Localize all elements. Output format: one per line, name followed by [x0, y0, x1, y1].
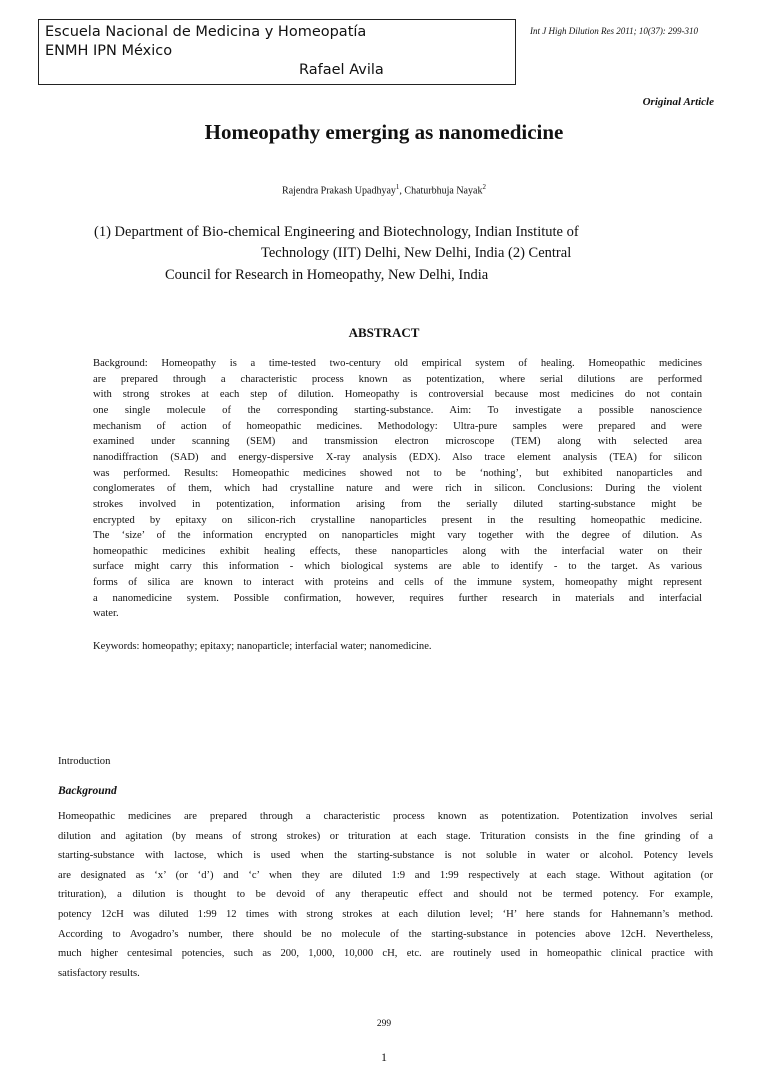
author-2-affil: 2	[482, 183, 486, 191]
text-line: nanodiffraction (SAD) and energy-dispersive X-ray analysis (EDX). Also trace element analysis (TEA) for silicon	[93, 451, 702, 463]
text-line: conglomerates of them, which had crystalline nature and were rich in silicon. Conclusions: During the violent	[93, 483, 702, 495]
text-line: mechanism of action of homeopathic medicines. Methodology: Ultra-pure samples were prepared and were	[93, 420, 702, 432]
journal-reference: Int J High Dilution Res 2011; 10(37): 299-310	[530, 26, 699, 36]
article-title: Homeopathy emerging as nanomedicine	[204, 120, 564, 144]
slide-index: 1	[381, 1050, 387, 1064]
text-line: one single molecule of the corresponding starting-substance. Aim: To investigate a possible nanoscience	[93, 404, 702, 416]
text-line: are designated as ‘x’ (or ‘d’) and ‘c’ when they are diluted 1:9 and 1:99 respectively at each stage. Without agitation (or	[58, 869, 713, 881]
text-line: Homeopathic medicines are prepared through a characteristic process known as potentization. Potentization involves serial	[58, 811, 713, 822]
institution-name: Escuela Nacional de Medicina y Homeopatía	[45, 24, 367, 40]
text-line: satisfactory results.	[58, 967, 140, 979]
text-line: was performed. Results: Homeopathic medicines showed not to be ‘nothing’, but exhibited nanoparticles and	[93, 467, 702, 479]
institution-author: Rafael Avila	[299, 62, 384, 78]
text-line: potency 12cH was diluted 1:99 12 times with strong strokes at each dilution level; ‘H’ here stands for Hahnemann’s method.	[58, 909, 713, 920]
subsection-heading-background: Background	[58, 785, 117, 797]
text-line: much higher centesimal potencies, such as 200, 1,000, 10,000 cH, etc. are routinely used in homeopathic clinical practice with	[58, 948, 713, 960]
author-2: , Chaturbhuja Nayak	[399, 185, 483, 197]
text-line: surface might carry this information - which biological systems are able to identify - to the target. As various	[93, 561, 702, 573]
text-line: water.	[93, 608, 119, 620]
author-1: Rajendra Prakash Upadhyay	[282, 185, 396, 197]
institution-short: ENMH IPN México	[45, 43, 173, 59]
text-line: According to Avogadro’s number, there should be no molecule of the starting-substance in potencies above 12cH. Nevertheless,	[58, 928, 713, 940]
text-line: examined under scanning (SEM) and transmission electron microscope (TEM) along with selected area	[93, 436, 702, 448]
text-line: homeopathic medicines exhibit healing effects, these nanoparticles along with the interfacial water on their	[93, 545, 702, 557]
affiliation-line: (1) Department of Bio-chemical Engineering and Biotechnology, Indian Institute of	[94, 224, 579, 240]
article-type: Original Article	[642, 96, 714, 108]
text-line: with strong strokes at each step of dilution. Homeopathy is controversial because most medicines do not contain	[93, 389, 702, 401]
authors	[0, 183, 768, 196]
text-line: The ‘size’ of the information encrypted on nanoparticles might vary together with the degree of dilution. As	[93, 530, 702, 542]
text-line: starting-substance with lactose, which is used when the starting-substance is not soluble in water or alcohol. Potency levels	[58, 850, 713, 862]
abstract-heading: ABSTRACT	[348, 325, 420, 340]
keywords: Keywords: homeopathy; epitaxy; nanoparticle; interfacial water; nanomedicine.	[93, 641, 432, 652]
text-line: Background: Homeopathy is a time-tested two-century old empirical system of healing. Homeopathic medicines	[93, 358, 702, 369]
author-1-affil: 1	[395, 183, 400, 191]
page-number: 299	[376, 1019, 392, 1029]
affiliation-line: Council for Research in Homeopathy, New Delhi, India	[165, 267, 489, 283]
institution-box	[38, 19, 516, 85]
text-line: a nanomedicine system. Possible confirmation, however, requires further research in materials and interfacial	[93, 592, 702, 604]
section-heading-introduction: Introduction	[58, 756, 111, 767]
text-line: encrypted by epitaxy on silicon-rich crystalline nanoparticles present in the resulting homeopathic medicine.	[93, 514, 702, 526]
text-line: strokes involved in potentization, information arising from the serially diluted starting-substance might be	[93, 498, 702, 510]
text-line: trituration), a dilution is thought to be devoid of any therapeutic effect and should not be termed potency. For example,	[58, 889, 713, 901]
text-line: are prepared through a characteristic process known as potentization, where serial dilutions are performed	[93, 373, 702, 385]
text-line: dilution and agitation (by means of strong strokes) or trituration at each stage. Trituration consists in the fine grinding of a	[58, 830, 713, 842]
affiliation-line: Technology (IIT) Delhi, New Delhi, India (2) Central	[261, 245, 572, 261]
text-line: forms of silica are known to interact with proteins and cells of the immune system, homeopathy might represent	[93, 577, 702, 589]
